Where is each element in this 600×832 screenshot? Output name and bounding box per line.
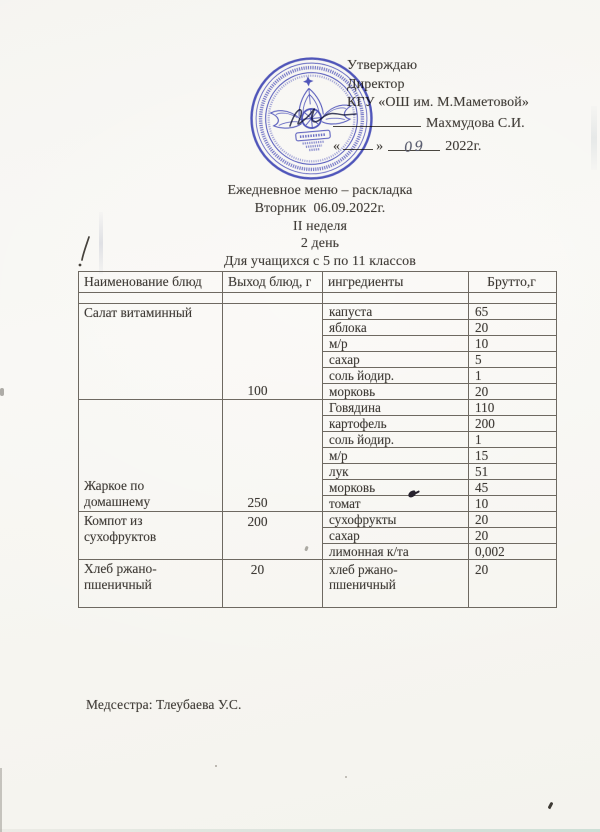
brutto-cell: 110 [469,400,557,416]
brutto-cell: 45 [469,480,557,496]
ingredient-cell: хлеб ржано-пшеничный [323,560,469,608]
ingredient-cell: м/р [323,448,469,464]
dish-name-cell: Жаркое по домашнему [79,400,223,512]
ingredient-cell: морковь [323,384,469,400]
ingredient-cell: лук [323,464,469,480]
doc-title: Ежедневное меню – раскладка [227,183,413,198]
brutto-cell: 20 [469,528,557,544]
pen-tick-artifact [548,802,554,810]
ingredient-cell: м/р [323,336,469,352]
dish-name-cell: Салат витаминный [79,304,223,400]
menu-row [79,304,557,320]
title-block [40,182,600,271]
date-open-quote: « [333,139,341,155]
signer-name: Махмудова С.И. [426,115,525,131]
menu-row [79,400,557,416]
header-output: Выход блюд, г [223,272,323,293]
date-year: 2022г. [445,139,482,155]
ingredient-cell: соль йодир. [323,432,469,448]
handwritten-signature [286,98,364,138]
ingredient-cell: капуста [323,304,469,320]
ingredient-cell: морковь [323,480,469,496]
scan-edge-mark [0,388,4,396]
dish-output-cell: 200 [223,512,323,560]
ingredient-cell: сахар [323,528,469,544]
brutto-cell: 10 [469,336,557,352]
menu-row [79,512,557,528]
brutto-cell: 10 [469,496,557,512]
brutto-cell: 5 [469,352,557,368]
header-dish-name: Наименование блюд [79,272,223,293]
dust-speck [215,765,217,767]
menu-row [79,560,557,608]
doc-date: Вторник 06.09.2022г. [254,200,386,216]
header-spacer-row [79,293,557,304]
menu-table [78,271,557,608]
doc-week: II неделя [292,218,347,234]
brutto-cell: 51 [469,464,557,480]
dish-output-cell: 250 [223,400,323,512]
pencil-smudge-artifact [99,212,103,274]
scan-edge-left [0,768,2,832]
ingredient-cell: яблока [323,320,469,336]
brutto-cell: 200 [469,416,557,432]
brutto-cell: 15 [469,448,557,464]
brutto-cell: 20 [469,384,557,400]
ingredient-cell: томат [323,496,469,512]
brutto-cell: 1 [469,432,557,448]
approval-line-school: КГУ «ОШ им. М.Маметовой» [347,95,529,111]
date-close-quote: » [376,139,384,155]
nurse-signature-line: Медсестра: Тлеубаева У.С. [86,697,242,712]
brutto-cell: 20 [469,320,557,336]
doc-audience: Для учащихся с 5 по 11 классов [224,254,416,270]
table-header-row [79,272,557,293]
dust-speck [345,776,347,778]
brutto-cell: 1 [469,368,557,384]
dish-name-cell: Компот из сухофруктов [79,512,223,560]
header-brutto: Брутто,г [469,272,557,293]
approval-line-approved: Утверждаю [347,58,418,73]
brutto-cell: 65 [469,304,557,320]
handwritten-month: 09 [403,138,426,157]
scan-edge-right [591,106,597,170]
ingredient-cell: соль йодир. [323,368,469,384]
pen-checkmark-artifact [74,234,96,270]
date-month-blank [388,137,440,157]
ingredient-cell: лимонная к/та [323,544,469,560]
header-ingredients: ингредиенты [323,272,469,293]
approval-line-director: Директор [347,76,405,92]
dish-output-cell: 100 [223,304,323,400]
brutto-cell: 20 [469,560,557,608]
brutto-cell: 20 [469,512,557,528]
brutto-cell: 0,002 [469,544,557,560]
ingredient-cell: Говядина [323,400,469,416]
dish-name-cell: Хлеб ржано-пшеничный [79,560,223,608]
doc-day: 2 день [300,236,340,252]
dish-output-cell: 20 [223,560,323,608]
ingredient-cell: сахар [323,352,469,368]
ingredient-cell: картофель [323,416,469,432]
ingredient-cell: сухофрукты [323,512,469,528]
